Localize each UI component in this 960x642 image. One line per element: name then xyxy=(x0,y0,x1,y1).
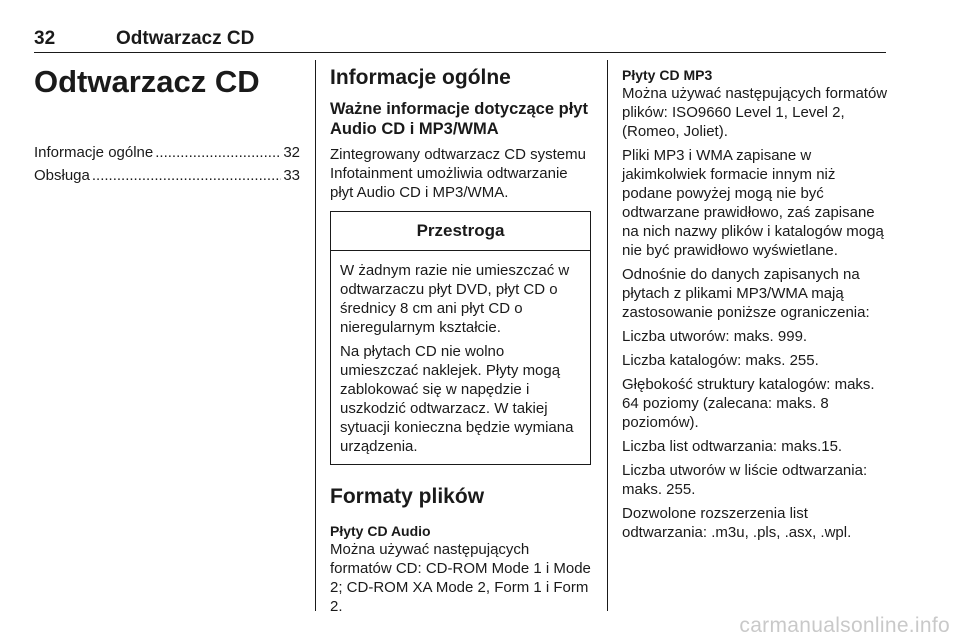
audio-cd-paragraph: Można używać następujących formatów CD: CD-ROM Mode 1 i Mode 2; CD-ROM XA Mode 2, Form 1 i Form 2. xyxy=(330,541,591,615)
toc-item-page: 32 xyxy=(283,144,300,161)
body-paragraph: Dozwolone rozszerzenia list odtwarzania: .m3u, .pls, .asx, .wpl. xyxy=(622,505,852,541)
intro-paragraph: Zintegrowany odtwarzacz CD systemu Infotainment umożliwia odtwarzanie płyt Audio CD i MP3/WMA. xyxy=(330,146,586,201)
caution-body xyxy=(331,251,590,464)
middle-column xyxy=(330,66,592,621)
body-paragraph: Można używać następujących formatów plików: ISO9660 Level 1, Level 2, (Romeo, Joliet). xyxy=(622,85,888,140)
section-title: Informacje ogólne xyxy=(330,66,511,89)
toc-item[interactable] xyxy=(34,143,300,166)
watermark: carmanualsonline.info xyxy=(739,614,950,637)
column-divider-right xyxy=(607,60,608,611)
running-header xyxy=(34,27,886,51)
caution-title: Przestroga xyxy=(331,212,590,251)
header-rule xyxy=(34,52,886,53)
formats-section-title: Formaty plików xyxy=(330,485,485,508)
body-paragraph: Liczba list odtwarzania: maks.15. xyxy=(622,438,843,455)
subsection-title: Ważne informacje dotyczące płyt Audio CD i MP3/WMA xyxy=(330,100,588,138)
page-number: 32 xyxy=(34,28,56,49)
body-paragraph: Głębokość struktury katalogów: maks. 64 poziomy (zalecana: maks. 8 poziomów). xyxy=(622,376,875,431)
toc-leader-dots xyxy=(92,166,281,185)
body-paragraph: Liczba utworów: maks. 999. xyxy=(622,328,808,345)
column-divider-left xyxy=(315,60,316,611)
caution-paragraph: W żadnym razie nie umieszczać w odtwarzaczu płyt DVD, płyt CD o średnicy 8 cm ani płyt CD o nieregularnym kształcie. xyxy=(340,262,570,336)
toc-item-label: Obsługa xyxy=(34,167,90,184)
left-column xyxy=(34,64,300,189)
body-paragraph: Odnośnie do danych zapisanych na płytach z plikami MP3/WMA mają zastosowanie poniższe ograniczenia: xyxy=(622,266,870,321)
right-column xyxy=(622,66,888,547)
body-paragraph: Pliki MP3 i WMA zapisane w jakimkolwiek formacie innym niż podane powyżej mogą nie być odtwarzane prawidłowo, zaś zapisane na nich nazwy plików i katalogów mogą nie być prawidłowo wyświetlane. xyxy=(622,147,884,259)
toc-leader-dots xyxy=(155,143,281,162)
caution-box xyxy=(330,211,591,465)
audio-cd-heading: Płyty CD Audio xyxy=(330,523,431,539)
toc-item-page: 33 xyxy=(283,167,300,184)
caution-paragraph: Na płytach CD nie wolno umieszczać naklejek. Płyty mogą zablokować się w napędzie i uszkodzić odtwarzacz. W takiej sytuacji konieczna będzie wymiana urządzenia. xyxy=(340,343,574,455)
body-paragraph: Liczba katalogów: maks. 255. xyxy=(622,352,819,369)
toc-item-label: Informacje ogólne xyxy=(34,144,154,161)
toc-item[interactable] xyxy=(34,166,300,189)
running-title: Odtwarzacz CD xyxy=(116,28,255,49)
chapter-title: Odtwarzacz CD xyxy=(34,64,260,99)
mp3-heading: Płyty CD MP3 xyxy=(622,67,713,83)
body-paragraph: Liczba utworów w liście odtwarzania: maks. 255. xyxy=(622,462,868,498)
